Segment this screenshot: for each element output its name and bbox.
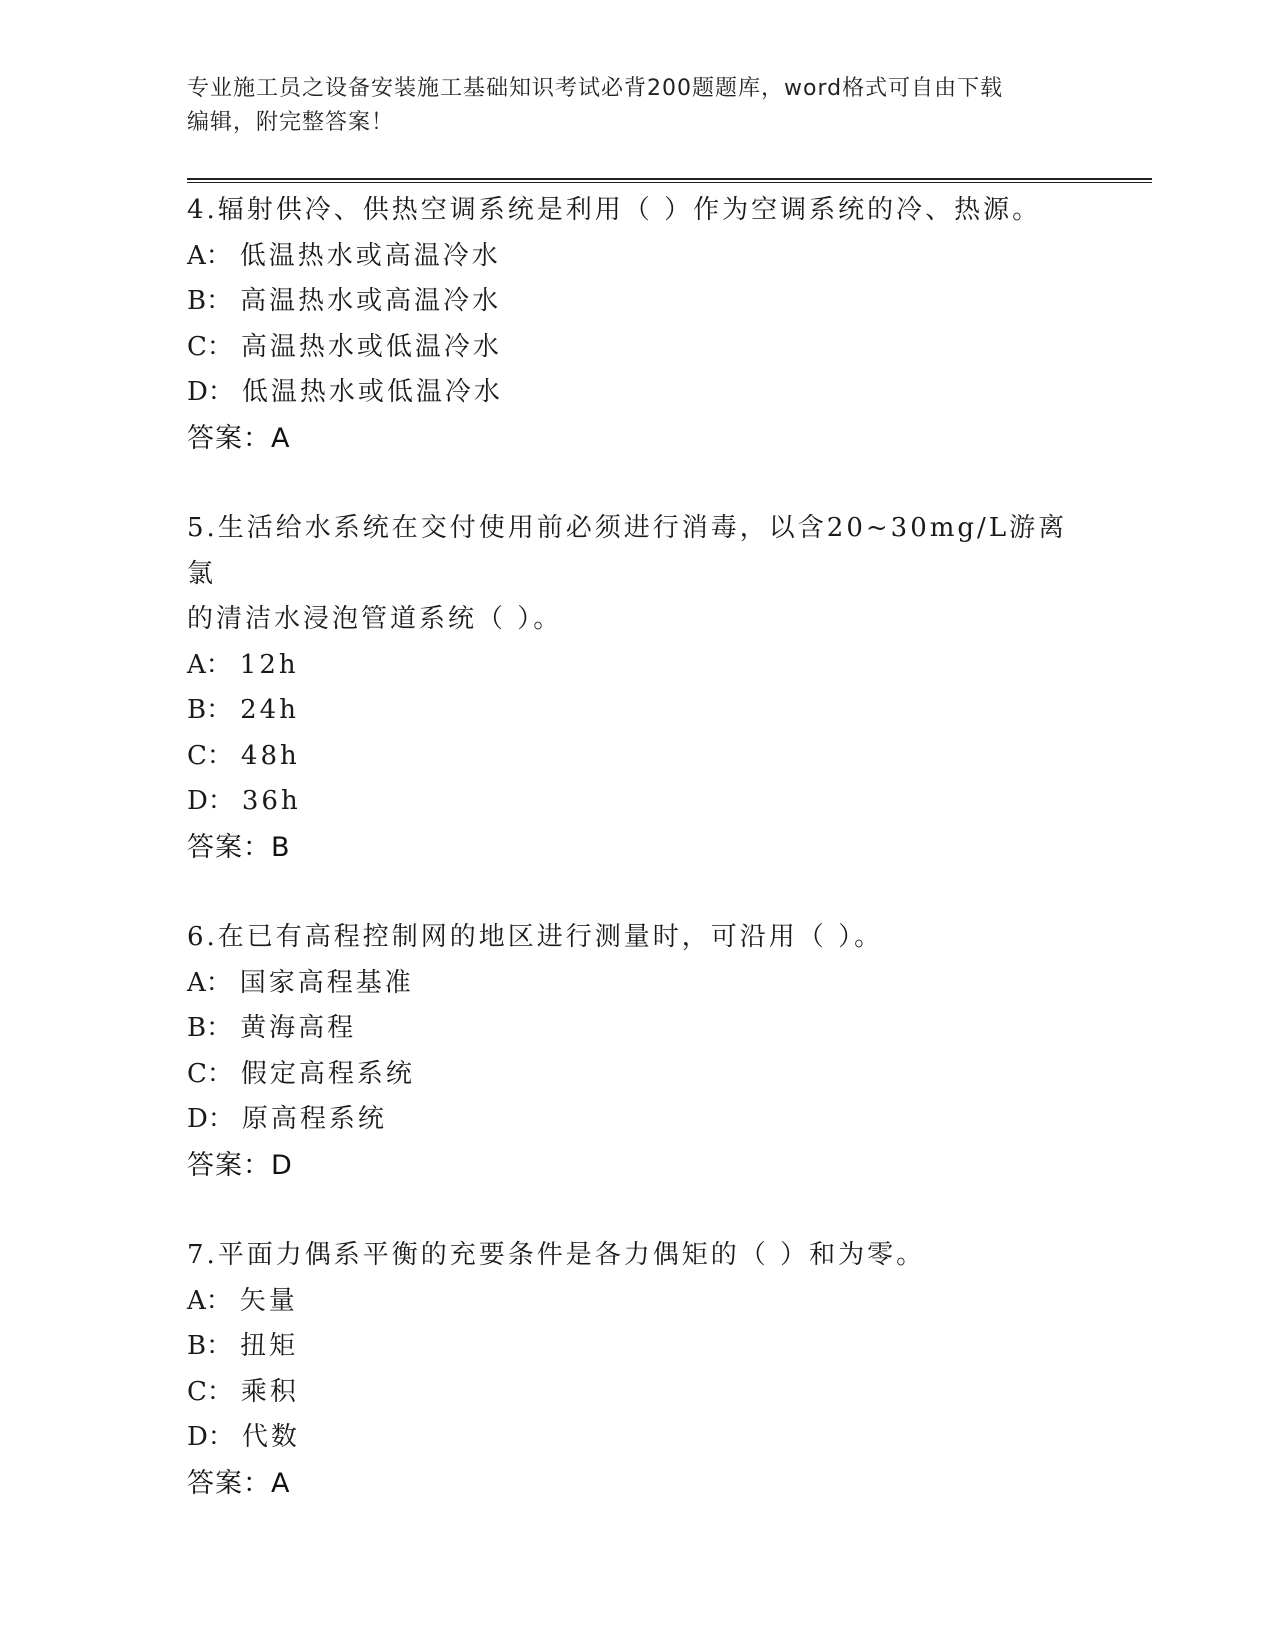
option-text: 36h	[241, 786, 301, 816]
question-stem-line: 6.在已有高程控制网的地区进行测量时，可沿用（ ）。	[187, 922, 884, 952]
question-stem-line: 的清洁水浸泡管道系统（ ）。	[187, 604, 563, 634]
question-stem	[187, 915, 1087, 961]
header-title-line-1: 专业施工员之设备安装施工基础知识考试必背200题题库，word格式可自由下载	[187, 76, 1004, 101]
option-b	[187, 688, 1087, 734]
option-b	[187, 1006, 1087, 1052]
question-6	[187, 915, 1087, 1188]
question-stem	[187, 188, 1087, 234]
option-d	[187, 1097, 1087, 1143]
question-stem-line: 4.辐射供冷、供热空调系统是利用（ ）作为空调系统的冷、热源。	[187, 195, 1042, 225]
question-stem	[187, 506, 1087, 643]
option-label: D：	[187, 786, 234, 816]
option-c	[187, 1370, 1087, 1416]
option-label: D：	[187, 377, 234, 407]
option-text: 12h	[239, 649, 299, 680]
option-b	[187, 1324, 1087, 1370]
question-4	[187, 188, 1087, 461]
question-stem-line: 5.生活给水系统在交付使用前必须进行消毒，以含20~30mg/L游离氯	[187, 513, 1068, 589]
option-d	[187, 370, 1087, 416]
option-label: B：	[187, 1331, 233, 1361]
document-header	[187, 72, 1067, 140]
option-label: B：	[187, 286, 233, 316]
option-d	[187, 779, 1087, 825]
option-text: 乘积	[240, 1376, 299, 1407]
option-text: 代数	[241, 1422, 300, 1452]
header-title-line-2: 编辑，附完整答案！	[187, 110, 395, 135]
question-5	[187, 506, 1087, 870]
option-text: 矢量	[239, 1285, 298, 1316]
option-label: A：	[187, 967, 232, 998]
option-label: C：	[187, 331, 233, 362]
question-list	[187, 188, 1087, 1551]
question-stem	[187, 1233, 1087, 1279]
option-text: 黄海高程	[240, 1013, 357, 1043]
option-text: 高温热水或高温冷水	[240, 286, 502, 316]
option-label: C：	[187, 740, 233, 771]
option-label: A：	[187, 649, 232, 680]
option-b	[187, 279, 1087, 325]
answer-text: 答案：A	[187, 1467, 291, 1499]
option-label: D：	[187, 1104, 234, 1134]
option-a	[187, 234, 1087, 280]
option-label: A：	[187, 240, 232, 271]
option-label: C：	[187, 1376, 233, 1407]
option-c	[187, 1052, 1087, 1098]
option-d	[187, 1415, 1087, 1461]
header-divider	[187, 178, 1152, 183]
option-text: 国家高程基准	[239, 967, 414, 998]
option-c	[187, 325, 1087, 371]
option-text: 低温热水或低温冷水	[241, 377, 503, 407]
option-text: 高温热水或低温冷水	[240, 331, 502, 362]
option-text: 原高程系统	[241, 1104, 387, 1134]
option-a	[187, 961, 1087, 1007]
question-7	[187, 1233, 1087, 1506]
option-a	[187, 1279, 1087, 1325]
option-text: 假定高程系统	[240, 1058, 415, 1089]
option-label: D：	[187, 1422, 234, 1452]
answer-text: 答案：D	[187, 1149, 293, 1181]
option-c	[187, 734, 1087, 780]
option-text: 24h	[240, 695, 299, 725]
option-text: 48h	[240, 740, 300, 771]
option-label: B：	[187, 695, 233, 725]
option-text: 低温热水或高温冷水	[239, 240, 501, 271]
option-label: C：	[187, 1058, 233, 1089]
option-a	[187, 643, 1087, 689]
option-text: 扭矩	[240, 1331, 299, 1361]
option-label: A：	[187, 1285, 232, 1316]
option-label: B：	[187, 1013, 233, 1043]
answer-text: 答案：B	[187, 831, 291, 863]
question-stem-line: 7.平面力偶系平衡的充要条件是各力偶矩的（ ）和为零。	[187, 1240, 926, 1270]
answer-text: 答案：A	[187, 422, 291, 454]
